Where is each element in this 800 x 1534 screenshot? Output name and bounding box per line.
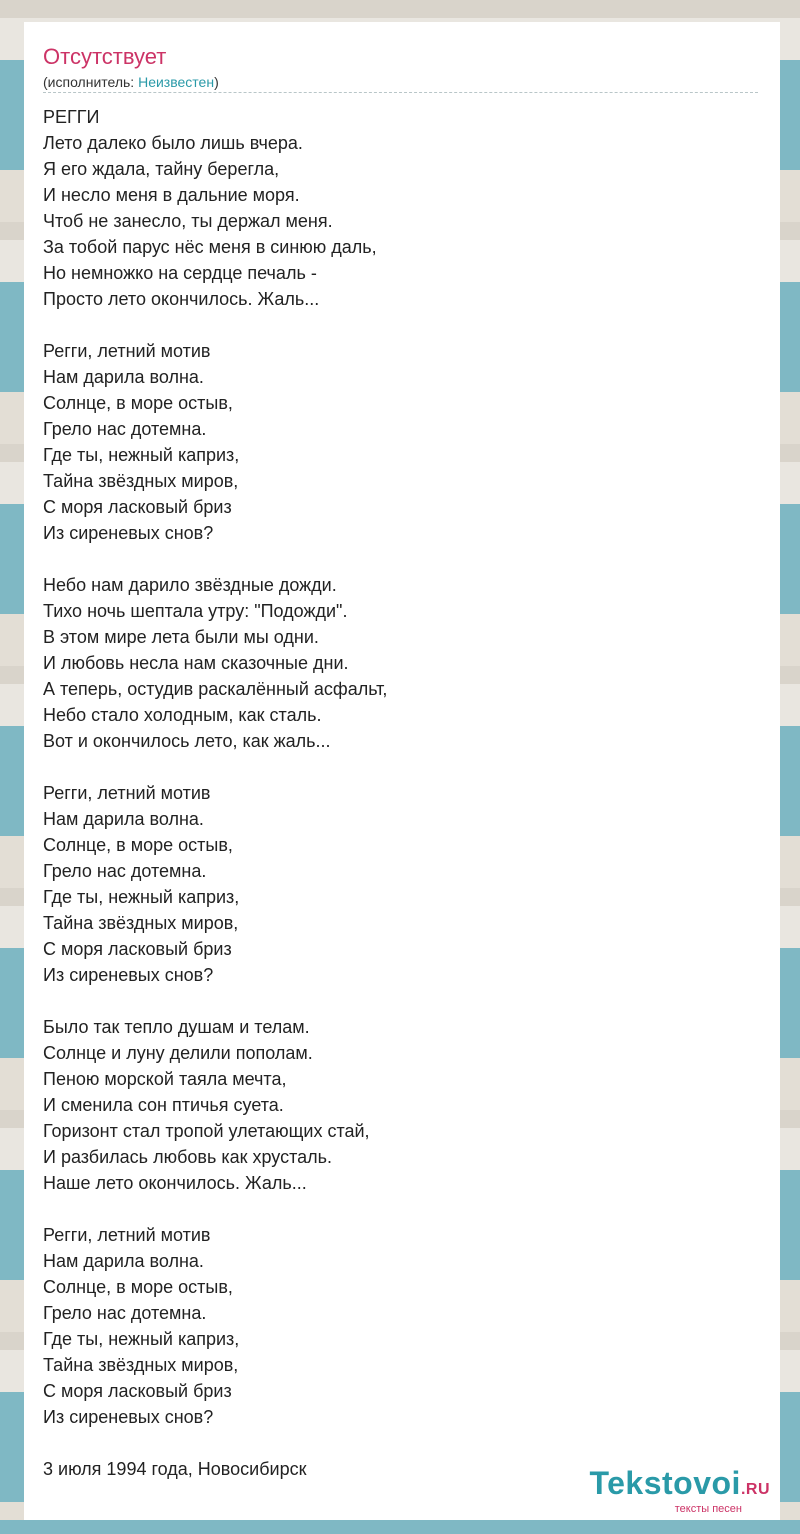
lyric-line: 3 июля 1994 года, Новосибирск xyxy=(43,1459,307,1479)
lyric-line: Регги, летний мотив xyxy=(43,341,211,361)
stanza-break xyxy=(43,312,387,338)
lyric-line: Регги, летний мотив xyxy=(43,783,211,803)
site-logo[interactable] xyxy=(589,1466,770,1515)
lyric-line: Вот и окончилось лето, как жаль... xyxy=(43,731,331,751)
lyrics-card xyxy=(24,22,780,1534)
lyric-line: А теперь, остудив раскалённый асфальт, xyxy=(43,679,388,699)
lyric-line: РЕГГИ xyxy=(43,107,100,127)
lyric-line: Наше лето окончилось. Жаль... xyxy=(43,1173,307,1193)
lyrics-text xyxy=(43,104,387,1482)
lyric-line: Чтоб не занесло, ты держал меня. xyxy=(43,211,333,231)
lyric-line: Солнце, в море остыв, xyxy=(43,1277,233,1297)
lyric-line: С моря ласковый бриз xyxy=(43,1381,232,1401)
stanza-break xyxy=(43,754,387,780)
lyric-line: Из сиреневых снов? xyxy=(43,965,214,985)
lyric-line: Нам дарила волна. xyxy=(43,367,204,387)
lyric-line: Горизонт стал тропой улетающих стай, xyxy=(43,1121,370,1141)
lyric-line: Где ты, нежный каприз, xyxy=(43,1329,240,1349)
lyric-line: Грело нас дотемна. xyxy=(43,419,207,439)
lyric-line: И сменила сон птичья суета. xyxy=(43,1095,284,1115)
stanza-break xyxy=(43,1196,387,1222)
lyric-line: Солнце, в море остыв, xyxy=(43,835,233,855)
lyric-line: Небо стало холодным, как сталь. xyxy=(43,705,322,725)
artist-line xyxy=(43,73,219,91)
lyric-line: И разбилась любовь как хрусталь. xyxy=(43,1147,333,1167)
lyric-line: Из сиреневых снов? xyxy=(43,523,214,543)
lyric-line: За тобой парус нёс меня в синюю даль, xyxy=(43,237,377,257)
lyric-line: Пеною морской таяла мечта, xyxy=(43,1069,287,1089)
lyric-line: И несло меня в дальние моря. xyxy=(43,185,300,205)
lyric-line: Солнце и луну делили пополам. xyxy=(43,1043,313,1063)
lyric-line: Тайна звёздных миров, xyxy=(43,471,239,491)
lyric-line: Нам дарила волна. xyxy=(43,1251,204,1271)
lyric-line: Нам дарила волна. xyxy=(43,809,204,829)
logo-name: Tekstovoi xyxy=(589,1465,741,1501)
lyric-line: Грело нас дотемна. xyxy=(43,861,207,881)
lyric-line: Но немножко на сердце печаль - xyxy=(43,263,317,283)
stanza-break xyxy=(43,988,387,1014)
lyric-line: В этом мире лета были мы одни. xyxy=(43,627,319,647)
lyric-line: Солнце, в море остыв, xyxy=(43,393,233,413)
artist-link[interactable]: Неизвестен xyxy=(138,74,215,90)
stanza-break xyxy=(43,546,387,572)
divider xyxy=(43,92,758,93)
artist-prefix: (исполнитель: xyxy=(43,74,139,90)
bottom-band xyxy=(0,1520,800,1534)
logo-tld: .RU xyxy=(740,1481,770,1498)
lyric-line: С моря ласковый бриз xyxy=(43,497,232,517)
lyric-line: Из сиреневых снов? xyxy=(43,1407,214,1427)
lyric-line: Грело нас дотемна. xyxy=(43,1303,207,1323)
logo-wordmark xyxy=(589,1466,770,1507)
lyric-line: Я его ждала, тайну берегла, xyxy=(43,159,280,179)
artist-suffix: ) xyxy=(214,74,219,90)
lyric-line: Лето далеко было лишь вчера. xyxy=(43,133,303,153)
lyric-line: Тайна звёздных миров, xyxy=(43,1355,239,1375)
lyric-line: Где ты, нежный каприз, xyxy=(43,445,240,465)
lyric-line: Небо нам дарило звёздные дожди. xyxy=(43,575,337,595)
stanza-break xyxy=(43,1430,387,1456)
lyric-line: С моря ласковый бриз xyxy=(43,939,232,959)
lyric-line: Тихо ночь шептала утру: "Подожди". xyxy=(43,601,348,621)
lyric-line: Где ты, нежный каприз, xyxy=(43,887,240,907)
logo-tagline: тексты песен xyxy=(674,1503,742,1515)
song-title: Отсутствует xyxy=(43,44,167,69)
lyric-line: И любовь несла нам сказочные дни. xyxy=(43,653,349,673)
lyric-line: Тайна звёздных миров, xyxy=(43,913,239,933)
lyric-line: Было так тепло душам и телам. xyxy=(43,1017,310,1037)
lyric-line: Просто лето окончилось. Жаль... xyxy=(43,289,320,309)
lyric-line: Регги, летний мотив xyxy=(43,1225,211,1245)
